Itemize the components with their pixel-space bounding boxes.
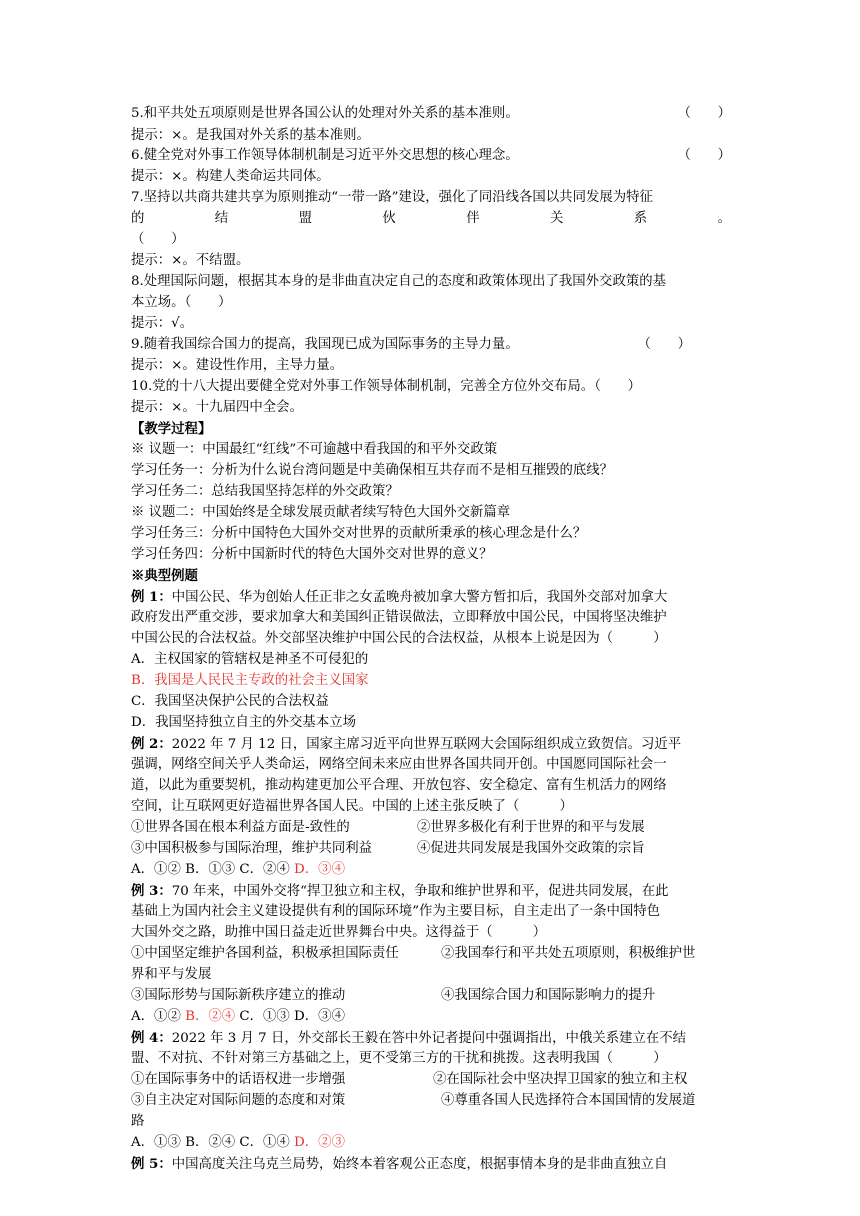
example-2-answers: A．①② B．①③ C．②④ D．③④ <box>131 862 345 877</box>
statement-1: ①中国坚定维护各国利益，积极承担国际责任 <box>131 946 399 961</box>
example-label: 例 3： <box>131 883 172 899</box>
example-3-line-2: 基础上为国内社会主义建设提供有利的国际环境”作为主要目标，自主走出了一条中国特色 <box>131 904 661 919</box>
statement-2: ②世界多极化有利于世界的和平与发展 <box>417 820 645 835</box>
statement-3: ③自主决定对国际问题的态度和对策 <box>131 1093 346 1108</box>
correct-answer: D．②③ <box>294 1135 345 1150</box>
example-4-line-1: 例 4：2022 年 3 月 7 日，外交部长王毅在答中外记者提问中强调指出，中俄关系建立在不结 <box>131 1030 687 1046</box>
example-4-options-row-1 <box>131 1069 731 1091</box>
example-2-line-1: 例 2：2022 年 7 月 12 日，国家主席习近平向世界互联网大会国际组织成立致贺信。习近平 <box>131 736 682 752</box>
hint-10: 提示：×。十九届四中全会。 <box>131 400 303 415</box>
option-d: D．我国坚持独立自主的外交基本立场 <box>131 715 356 730</box>
question-10: 10.党的十八大提出要健全党对外事工作领导体制机制，完善全方位外交布局。（ ） <box>131 379 642 394</box>
example-2-line-4: 空间，让互联网更好造福世界各国人民。中国的上述主张反映了（ ） <box>131 799 573 814</box>
example-1-line-1: 例 1：中国公民、华为创始人任正非之女孟晚舟被加拿大警方暂扣后，我国外交部对加拿大 <box>131 589 668 605</box>
question-7-line-3: （ ） <box>131 232 185 247</box>
statement-4: ④尊重各国人民选择符合本国国情的发展道 <box>441 1093 696 1108</box>
question-8-line-2: 本立场。（ ） <box>131 295 232 310</box>
topic-1: ※ 议题一：中国最红“红线”不可逾越中看我国的和平外交政策 <box>131 442 498 457</box>
example-4-answers: A．①③ B．②④ C．①④ D．②③ <box>131 1135 345 1150</box>
example-label: 例 5： <box>131 1156 172 1172</box>
statement-4: ④我国综合国力和国际影响力的提升 <box>441 988 656 1003</box>
statement-4: ④促进共同发展是我国外交政策的宗旨 <box>417 841 645 856</box>
option-c: C．我国坚决保护公民的合法权益 <box>131 694 329 709</box>
example-2-options-row-1 <box>131 817 731 839</box>
answer-paren: （ ） <box>677 148 731 163</box>
question-6-text: 6.健全党对外事工作领导体制机制是习近平外交思想的核心理念。 <box>131 148 519 163</box>
hint-8: 提示：√。 <box>131 316 194 331</box>
example-4-options-row-2-cont: 路 <box>131 1114 145 1129</box>
question-7-line-1: 7.坚持以共商共建共享为原则推动“一带一路”建设，强化了同沿线各国以共同发展为特征 <box>131 190 653 205</box>
correct-answer: B．②④ <box>185 1009 236 1024</box>
topic-2: ※ 议题二：中国始终是全球发展贡献者续写特色大国外交新篇章 <box>131 505 511 520</box>
example-3-options-row-1 <box>131 943 731 965</box>
statement-2: ②我国奉行和平共处五项原则，积极维护世 <box>441 946 696 961</box>
statement-1: ①在国际事务中的话语权进一步增强 <box>131 1072 346 1087</box>
example-3-options-row-2 <box>131 985 731 1007</box>
statement-3: ③中国积极参与国际治理，维护共同利益 <box>131 841 373 856</box>
section-heading-teaching-process: 【教学过程】 <box>131 421 212 437</box>
question-9-text: 9.随着我国综合国力的提高，我国现已成为国际事务的主导力量。 <box>131 337 519 352</box>
example-2-options-row-2 <box>131 838 731 860</box>
example-label: 例 1： <box>131 589 172 605</box>
example-label: 例 4： <box>131 1030 172 1046</box>
question-6 <box>131 145 731 167</box>
example-1-line-3: 中国公民的合法权益。外交部坚决维护中国公民的合法权益，从根本上说是因为（ ） <box>131 631 667 646</box>
option-a: A．主权国家的管辖权是神圣不可侵犯的 <box>131 652 369 667</box>
statement-3: ③国际形势与国际新秩序建立的推动 <box>131 988 346 1003</box>
example-label: 例 2： <box>131 736 172 752</box>
question-5 <box>131 103 731 125</box>
hint-7: 提示：×。不结盟。 <box>131 253 250 268</box>
example-3-line-1: 例 3：70 年来，中国外交将“捍卫独立和主权，争取和维护世界和平，促进共同发展，在此 <box>131 883 669 899</box>
answer-paren: （ ） <box>677 106 731 121</box>
hint-9: 提示：×。建设性作用，主导力量。 <box>131 358 344 373</box>
statement-2: ②在国际社会中坚决捍卫国家的独立和主权 <box>433 1072 688 1087</box>
example-3-options-row-1-cont: 界和平与发展 <box>131 967 212 982</box>
example-1-line-2: 政府发出严重交涉，要求加拿大和美国纠正错误做法，立即释放中国公民，中国将坚决维护 <box>131 610 667 625</box>
example-3-line-3: 大国外交之路，助推中国日益走近世界舞台中央。这得益于（ ） <box>131 925 547 940</box>
example-4-options-row-2 <box>131 1090 731 1112</box>
task-4: 学习任务四：分析中国新时代的特色大国外交对世界的意义？ <box>131 547 493 562</box>
example-3-answers: A．①② B．②④ C．①③ D．③④ <box>131 1009 345 1024</box>
correct-answer: D．③④ <box>294 862 345 877</box>
option-b-correct: B．我国是人民民主专政的社会主义国家 <box>131 673 369 688</box>
example-5-line-1: 例 5：中国高度关注乌克兰局势，始终本着客观公正态度，根据事情本身的是非曲直独立自 <box>131 1156 668 1172</box>
hint-6: 提示：×。构建人类命运共同体。 <box>131 169 330 184</box>
answer-paren: （ ） <box>637 337 691 352</box>
example-4-line-2: 盟、不对抗、不针对第三方基础之上，更不受第三方的干扰和挑拨。这表明我国（ ） <box>131 1051 667 1066</box>
hint-5: 提示：×。是我国对外关系的基本准则。 <box>131 128 370 143</box>
question-5-text: 5.和平共处五项原则是世界各国公认的处理对外关系的基本准则。 <box>131 106 519 121</box>
example-2-line-3: 道，以此为重要契机，推动构建更加公平合理、开放包容、安全稳定、富有生机活力的网络 <box>131 778 667 793</box>
task-1: 学习任务一：分析为什么说台湾问题是中美确保相互共存而不是相互摧毁的底线？ <box>131 463 614 478</box>
statement-1: ①世界各国在根本利益方面是-致性的 <box>131 820 350 835</box>
example-2-line-2: 强调，网络空间关乎人类命运，网络空间未来应由世界各国共同开创。中国愿同国际社会一 <box>131 757 667 772</box>
examples-heading: ※典型例题 <box>131 568 198 584</box>
question-9 <box>131 334 731 356</box>
question-7-line-2: 的 结 盟 伙 伴 关 系 。 <box>131 211 731 226</box>
task-2: 学习任务二：总结我国坚持怎样的外交政策？ <box>131 484 399 499</box>
task-3: 学习任务三：分析中国特色大国外交对世界的贡献所秉承的核心理念是什么？ <box>131 526 587 541</box>
question-8-line-1: 8.处理国际问题，根据其本身的是非曲直决定自己的态度和政策体现出了我国外交政策的基 <box>131 274 667 289</box>
